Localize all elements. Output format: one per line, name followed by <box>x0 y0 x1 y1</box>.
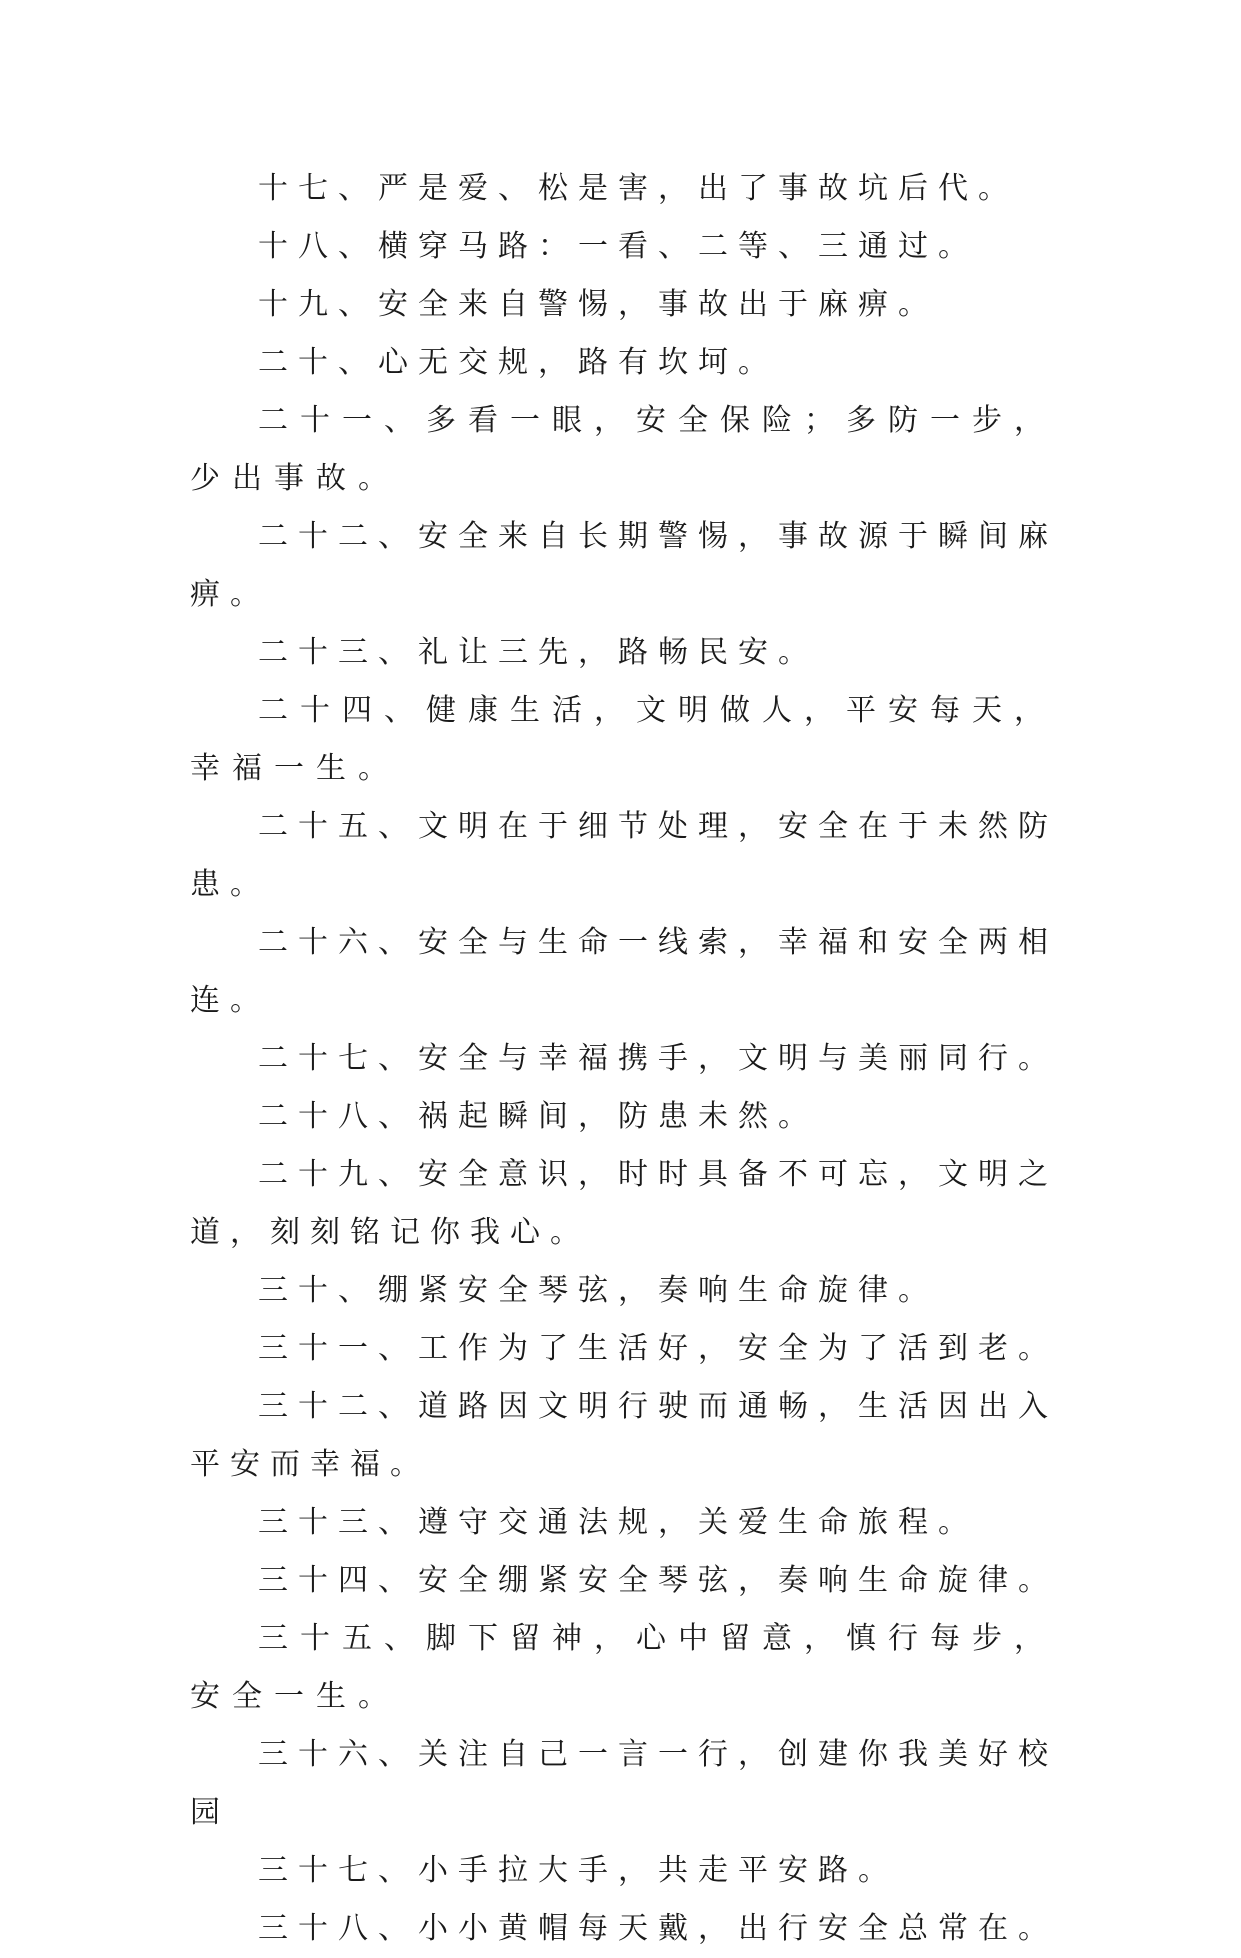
paragraph-21: 二十一、多看一眼，安全保险；多防一步，少出事故。 <box>190 403 1056 496</box>
paragraph-20: 二十、心无交规，路有坎坷。 <box>258 345 778 380</box>
document-body <box>190 160 1070 1958</box>
paragraph-18: 十八、横穿马路：一看、二等、三通过。 <box>258 229 978 264</box>
paragraph-29: 二十九、安全意识，时时具备不可忘，文明之道，刻刻铭记你我心。 <box>190 1157 1058 1250</box>
paragraph-37: 三十七、小手拉大手，共走平安路。 <box>258 1853 898 1888</box>
paragraph-35: 三十五、脚下留神，心中留意，慎行每步，安全一生。 <box>190 1621 1056 1714</box>
paragraph-38: 三十八、小小黄帽每天戴，出行安全总常在。 <box>258 1911 1058 1946</box>
paragraph-22: 二十二、安全来自长期警惕，事故源于瞬间麻痹。 <box>190 519 1058 612</box>
paragraph-25: 二十五、文明在于细节处理，安全在于未然防患。 <box>190 809 1058 902</box>
paragraph-28: 二十八、祸起瞬间，防患未然。 <box>258 1099 818 1134</box>
paragraph-36: 三十六、关注自己一言一行，创建你我美好校园 <box>190 1737 1058 1830</box>
paragraph-26: 二十六、安全与生命一线索，幸福和安全两相连。 <box>190 925 1058 1018</box>
paragraph-30: 三十、绷紧安全琴弦，奏响生命旋律。 <box>258 1273 938 1308</box>
paragraph-24: 二十四、健康生活，文明做人，平安每天，幸福一生。 <box>190 693 1056 786</box>
paragraph-31: 三十一、工作为了生活好，安全为了活到老。 <box>258 1331 1058 1366</box>
paragraph-17: 十七、严是爱、松是害，出了事故坑后代。 <box>258 171 1018 206</box>
paragraph-27: 二十七、安全与幸福携手，文明与美丽同行。 <box>258 1041 1058 1076</box>
paragraph-19: 十九、安全来自警惕，事故出于麻痹。 <box>258 287 938 322</box>
paragraph-32: 三十二、道路因文明行驶而通畅，生活因出入平安而幸福。 <box>190 1389 1058 1482</box>
paragraph-33: 三十三、遵守交通法规，关爱生命旅程。 <box>258 1505 978 1540</box>
paragraph-23: 二十三、礼让三先，路畅民安。 <box>258 635 818 670</box>
paragraph-34: 三十四、安全绷紧安全琴弦，奏响生命旋律。 <box>258 1563 1058 1598</box>
